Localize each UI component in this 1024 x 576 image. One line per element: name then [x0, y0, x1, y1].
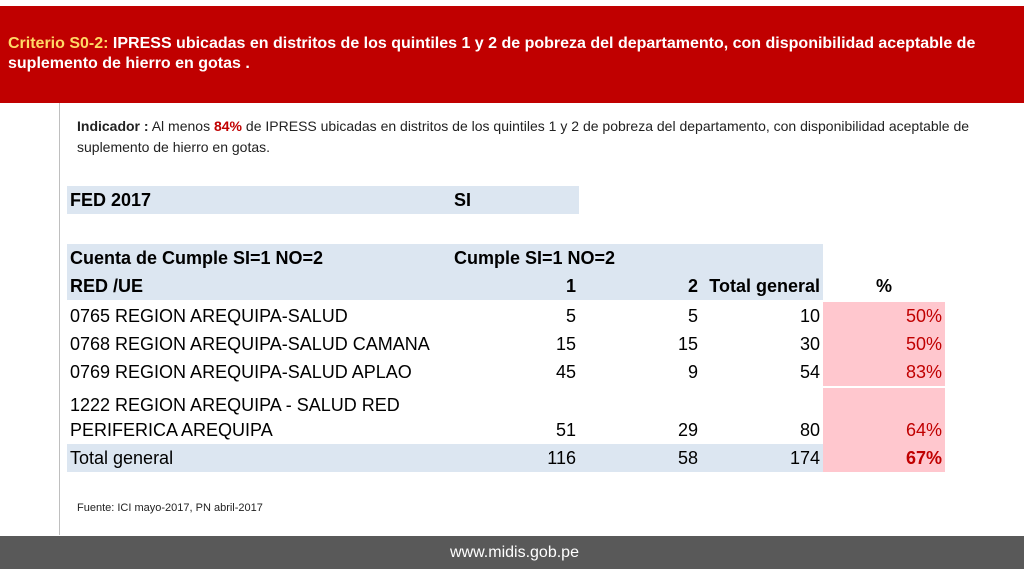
- indicator-paragraph: [77, 116, 969, 158]
- row-percent: 50%: [823, 330, 945, 358]
- column-header-2: 2: [579, 272, 701, 300]
- row-total: 10: [799, 306, 820, 326]
- row-total: 80: [799, 420, 820, 440]
- column-header-1: 1: [451, 272, 579, 300]
- indicator-text-after: de IPRESS ubicadas en distritos de los quintiles 1 y 2 de pobreza del departamento, con disponibilidad aceptable de suplemento de hierro en gotas.: [77, 118, 970, 155]
- column-header-percent: %: [875, 276, 892, 296]
- indicator-label: Indicador :: [77, 118, 149, 134]
- row-value-2: 29: [677, 420, 698, 440]
- row-total: 30: [799, 334, 820, 354]
- row-percent: 83%: [823, 358, 945, 386]
- values-field-label: Cuenta de Cumple SI=1 NO=2: [67, 244, 451, 272]
- row-field-label[interactable]: RED /UE: [67, 272, 451, 300]
- row-value-1: 45: [555, 362, 576, 382]
- source-note: Fuente: ICI mayo-2017, PN abril-2017: [77, 502, 263, 514]
- grand-total-value-2: 58: [579, 444, 701, 472]
- grand-total-percent: 67%: [823, 444, 945, 472]
- footer-url: www.midis.gob.pe: [450, 544, 579, 561]
- row-percent: 50%: [823, 302, 945, 330]
- grand-total-label: Total general: [67, 444, 451, 472]
- row-value-1: 15: [555, 334, 576, 354]
- criterio-label: Criterio S0-2:: [8, 35, 109, 52]
- row-value-2: 9: [687, 362, 698, 382]
- filter-value[interactable]: SI: [451, 186, 579, 214]
- criterio-title: IPRESS ubicadas en distritos de los quintiles 1 y 2 de pobreza del departamento, con disponibilidad aceptable de suplemento de hierro en gotas .: [8, 35, 976, 72]
- row-percent: 64%: [823, 388, 945, 444]
- column-field-label[interactable]: Cumple SI=1 NO=2: [451, 244, 823, 272]
- vertical-divider: [59, 103, 60, 535]
- footer-bar: [0, 536, 1024, 569]
- grand-total-value-1: 116: [451, 444, 579, 472]
- grand-total-total: 174: [701, 444, 823, 472]
- title-banner: [0, 6, 1024, 103]
- row-value-1: 51: [555, 420, 576, 440]
- row-name: 0769 REGION AREQUIPA-SALUD APLAO: [70, 362, 412, 382]
- row-value-2: 15: [677, 334, 698, 354]
- indicator-text-before: Al menos: [151, 118, 211, 134]
- row-name: 0765 REGION AREQUIPA-SALUD: [70, 306, 348, 326]
- row-value-2: 5: [687, 306, 698, 326]
- row-total: 54: [799, 362, 820, 382]
- row-name: 1222 REGION AREQUIPA - SALUD RED PERIFERICA AREQUIPA: [70, 395, 400, 440]
- column-header-total: Total general: [701, 272, 823, 300]
- slide-title: [8, 34, 1008, 74]
- row-value-1: 5: [565, 306, 576, 326]
- row-name: 0768 REGION AREQUIPA-SALUD CAMANA: [70, 334, 430, 354]
- indicator-percent: 84%: [213, 118, 243, 134]
- filter-label[interactable]: FED 2017: [67, 186, 451, 214]
